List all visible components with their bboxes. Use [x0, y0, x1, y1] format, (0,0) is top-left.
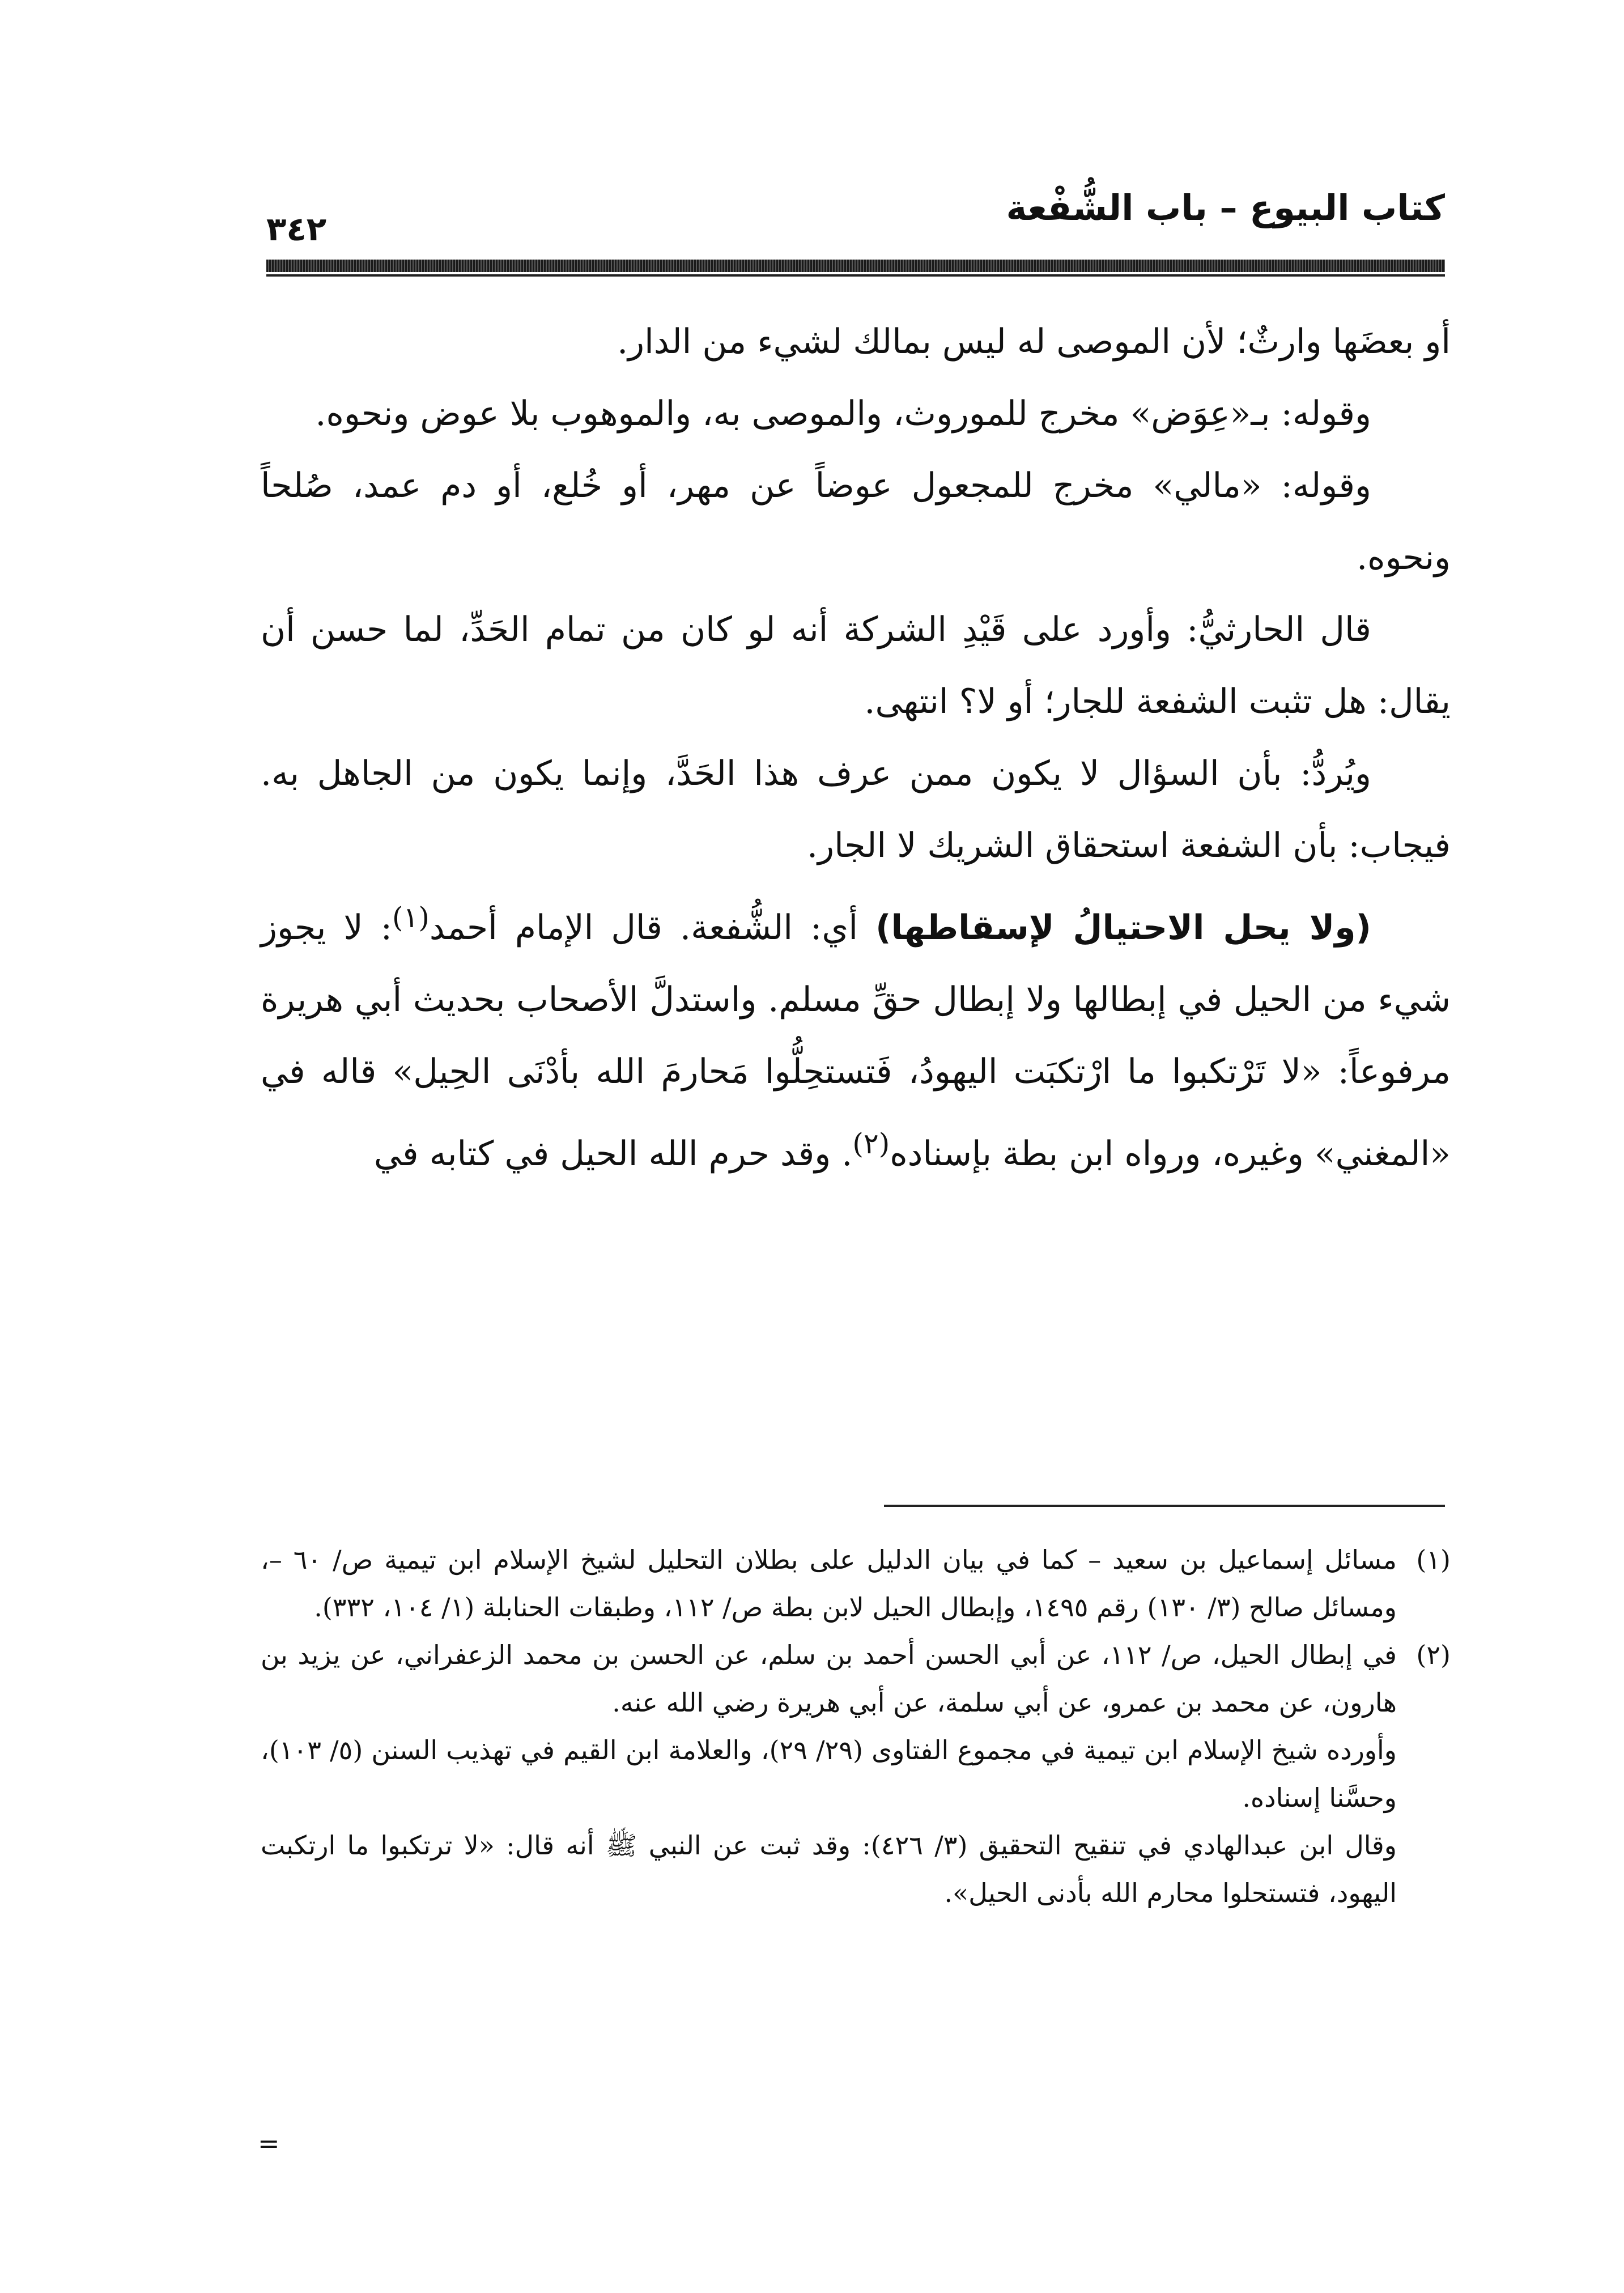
- footnote-2: [261, 1631, 1451, 1726]
- paragraph-1: أو بعضَها وارثٌ؛ لأن الموصى له ليس بمالك لشيء من الدار.: [617, 322, 1451, 362]
- footnote-2-continuation-1: وأورده شيخ الإسلام ابن تيمية في مجموع الفتاوى (٢٩/ ٢٩)، والعلامة ابن القيم في تهذيب السنن (٥/ ١٠٣)، وحسَّنا إسناده.: [261, 1735, 1397, 1813]
- footnotes: [261, 1536, 1451, 1917]
- footnote-2-continuation-2: وقال ابن عبدالهادي في تنقيح التحقيق (٣/ ٤٢٦): وقد ثبت عن النبي ﷺ أنه قال: «لا ترتكبوا ما ارتكبت اليهود، فتستحلوا محارم الله بأدنى الحيل».: [261, 1830, 1397, 1908]
- header-rule-ornament: [266, 260, 1445, 272]
- footnote-separator: [884, 1505, 1445, 1507]
- page-number: ٣٤٢: [266, 210, 327, 248]
- paragraph-4: قال الحارثيُّ: وأورد على قَيْدِ الشركة أنه لو كان من تمام الحَدِّ، لما حسن أن يقال: هل تثبت الشفعة للجار؛ أو لا؟ انتهى.: [261, 610, 1451, 721]
- paragraph-5: ويُردُّ: بأن السؤال لا يكون ممن عرف هذا الحَدَّ، وإنما يكون من الجاهل به. فيجاب: بأن الشفعة استحقاق الشريك لا الجار.: [261, 754, 1451, 865]
- header-rule: [266, 274, 1445, 277]
- paragraph-6: [261, 882, 1451, 1190]
- footnote-1-number: (١): [1416, 1544, 1451, 1575]
- main-text: [261, 306, 1451, 1190]
- matn-quote: (ولا يحل الاحتيالُ لإسقاطها): [875, 908, 1371, 948]
- running-title: كتاب البيوع – باب الشُّفْعة: [1006, 187, 1445, 228]
- footnote-2-number: (٢): [1416, 1640, 1451, 1670]
- page-header: [266, 187, 1445, 255]
- footnote-ref-1: (١): [392, 901, 430, 934]
- paragraph-3: وقوله: «مالي» مخرج للمجعول عوضاً عن مهر، أو خُلع، أو دم عمد، صُلحاً ونحوه.: [261, 466, 1451, 578]
- footnote-1-text: مسائل إسماعيل بن سعيد – كما في بيان الدليل على بطلان التحليل لشيخ الإسلام ابن تيمية ص/ ٦٠ –، ومسائل صالح (٣/ ١٣٠) رقم ١٤٩٥، وإبطال الحيل لابن بطة ص/ ١١٢، وطبقات الحنابلة (١/ ١٠٤، ٣٣٢).: [261, 1544, 1397, 1623]
- paragraph-6-part-a: أي: الشُّفعة. قال الإمام أحمد: [429, 908, 876, 948]
- footnote-2-text: في إبطال الحيل، ص/ ١١٢، عن أبي الحسن أحمد بن سلم، عن الحسن بن محمد الزعفراني، عن يزيد بن هارون، عن محمد بن عمرو، عن أبي سلمة، عن أبي هريرة رضي الله عنه.: [261, 1640, 1397, 1718]
- paragraph-2: وقوله: بـ«عِوَض» مخرج للموروث، والموصى به، والموهوب بلا عوض ونحوه.: [315, 394, 1371, 434]
- continuation-marker: =: [258, 2128, 280, 2159]
- paragraph-6-part-b: : لا يجوز شيء من الحيل في إبطالها ولا إبطال حقِّ مسلم. واستدلَّ الأصحاب بحديث أبي هريرة مرفوعاً: «لا تَرْتكبوا ما ارْتكبَت اليهودُ، فَتستحِلُّوا مَحارمَ الله بأدْنَى الحِيل» قاله في «المغني» وغيره، ورواه ابن بطة بإسناده: [261, 908, 1451, 1174]
- footnote-ref-2: (٢): [852, 1127, 890, 1160]
- footnote-1: [261, 1536, 1451, 1631]
- paragraph-6-part-c: . وقد حرم الله الحيل في كتابه في: [373, 1134, 853, 1174]
